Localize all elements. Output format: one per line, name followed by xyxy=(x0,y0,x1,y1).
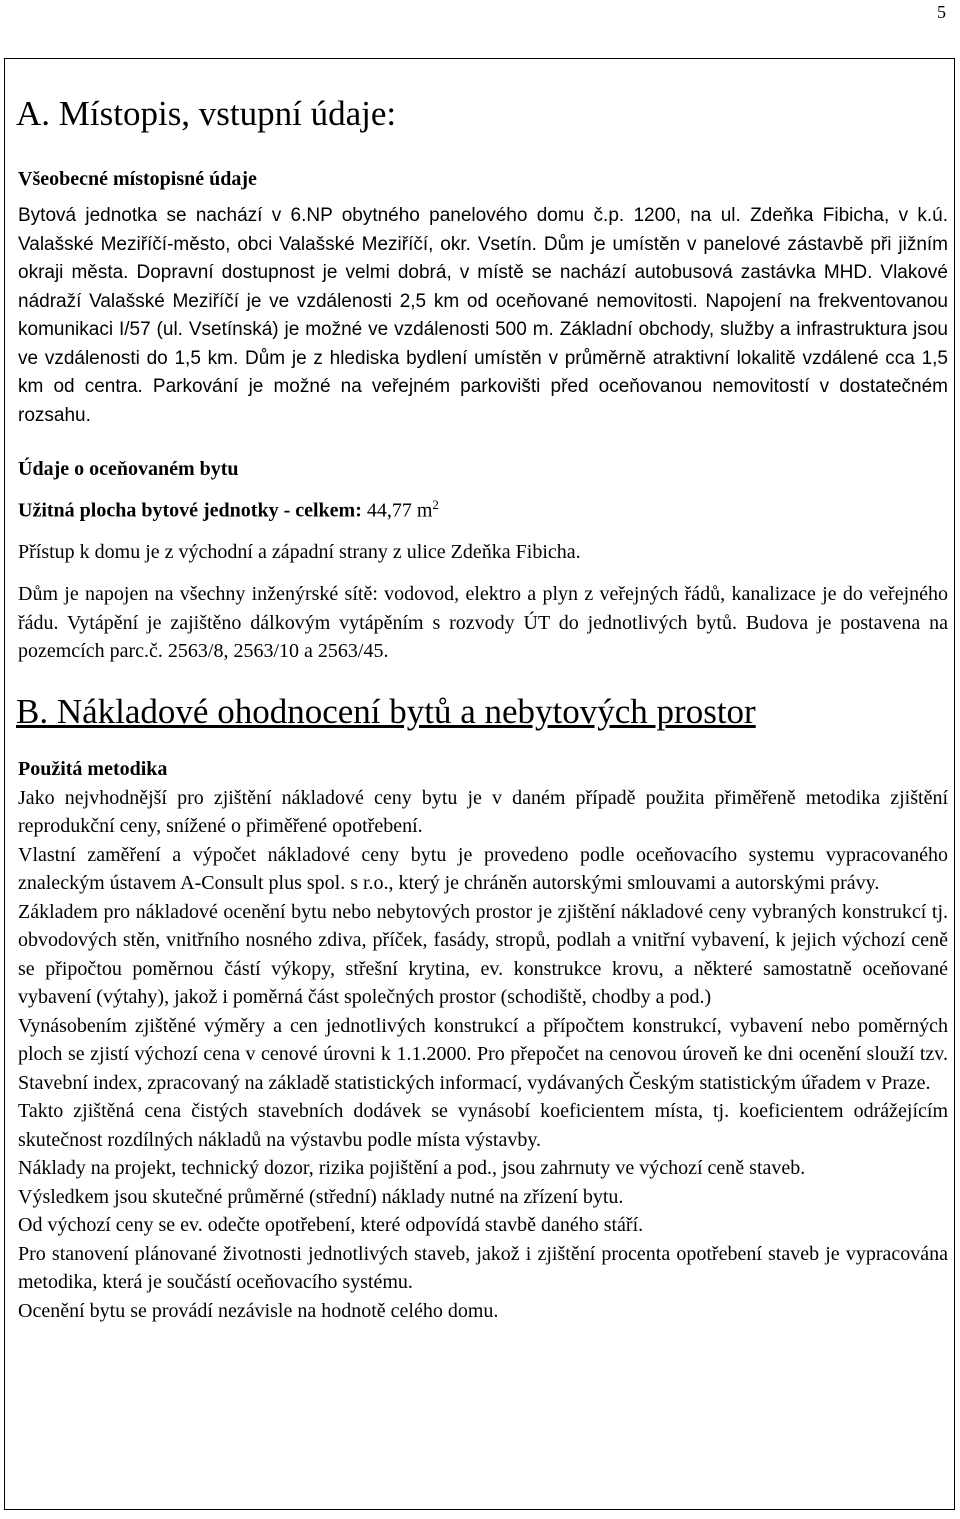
general-location-text: Bytová jednotka se nachází v 6.NP obytného panelového domu č.p. 1200, na ul. Zdeňka Fibicha, v k.ú. Valašské Meziříčí-město, obci Valašské Meziříčí, okr. Vsetín. Dům je umístěn v panelové zástavbě při jižním okraji města. Dopravní dostupnost je velmi dobrá, v místě se nachází autobusová zastávka MHD. Vlakové nádraží Valašské Meziříčí je ve vzdálenosti 2,5 km od oceňované nemovitosti. Napojení na frekventovanou komunikaci I/57 (ul. Vsetínská) je možné ve vzdálenosti 500 m. Základní obchody, služby a infrastruktura jsou ve vzdálenosti do 1,5 km. Dům je z hlediska bydlení umístěn v průměrně atraktivní lokalitě vzdálené cca 1,5 km od centra. Parkování je možné na veřejném parkovišti před oceňovanou nemovitostí v dostatečném rozsahu. xyxy=(18,205,948,426)
document-content xyxy=(18,92,948,1325)
method-paragraph: Vlastní zaměření a výpočet nákladové ceny bytu je provedeno podle oceňovacího systemu vypracovaného znaleckým ústavem A-Consult plus spol. s r.o., který je chráněn autorskými smlouvami a autorskými právy. xyxy=(18,843,948,895)
usable-area-line xyxy=(18,490,948,526)
method-paragraph: Takto zjištěná cena čistých stavebních dodávek se vynásobí koeficientem místa, tj. koeficientem odrážejícím skutečnost rozdílných nákladů na výstavbu podle místa výstavby. xyxy=(18,1100,948,1151)
method-paragraph: Ocenění bytu se provádí nezávisle na hodnotě celého domu. xyxy=(18,1299,499,1322)
method-paragraph: Od výchozí ceny se ev. odečte opotřebení, které odpovídá stavbě daného stáří. xyxy=(18,1214,644,1237)
method-paragraph: Výsledkem jsou skutečné průměrné (střední) náklady nutné na zřízení bytu. xyxy=(18,1185,624,1208)
method-heading: Použitá metodika xyxy=(18,757,168,780)
method-paragraph: Pro stanovení plánované životnosti jednotlivých staveb, jakož i zjištění procenta opotřebení staveb je vypracována metodika, která je součástí oceňovacího systému. xyxy=(18,1242,948,1294)
section-a-title: A. Místopis, vstupní údaje: xyxy=(16,94,397,133)
utilities-text: Dům je napojen na všechny inženýrské sítě: vodovod, elektro a plyn z veřejných řádů, kanalizace je do veřejného řádu. Vytápění je zajištěno dálkovým vytápěním s rozvody ÚT do jednotlivých bytů. Budova je postavena na pozemcích parc.č. 2563/8, 2563/10 a 2563/45. xyxy=(18,583,948,663)
method-paragraph: Vynásobením zjištěné výměry a cen jednotlivých konstrukcí a přípočtem konstrukcí, vybavení nebo poměrných ploch se zjistí výchozí cena v cenové úrovni k 1.1.2000. Pro přepočet na cenovou úroveň ke dni ocenění slouží tzv. Stavební index, zpracovaný na základě statistických informací, vydávaných Českým statistickým úřadem v Praze. xyxy=(18,1014,948,1094)
unit-data-heading: Údaje o oceňovaném bytu xyxy=(18,458,239,480)
section-b-title: B. Nákladové ohodnocení bytů a nebytových prostor xyxy=(16,691,756,731)
usable-area-unit: m xyxy=(416,499,433,522)
access-text: Přístup k domu je z východní a západní strany z ulice Zdeňka Fibicha. xyxy=(18,540,581,563)
method-paragraph: Náklady na projekt, technický dozor, rizika pojištění a pod., jsou zahrnuty ve výchozí ceně staveb. xyxy=(18,1157,806,1180)
page-number: 5 xyxy=(937,2,946,22)
general-location-heading: Všeobecné místopisné údaje xyxy=(18,168,257,190)
usable-area-exponent: 2 xyxy=(432,497,439,512)
usable-area-value: 44,77 xyxy=(366,499,412,522)
usable-area-label: Užitná plocha bytové jednotky - celkem: xyxy=(18,499,362,522)
method-paragraph: Základem pro nákladové ocenění bytu nebo nebytových prostor je zjištění nákladové ceny vybraných konstrukcí tj. obvodových stěn, vnitřního nosného zdiva, příček, fasády, stropů, podlah a vnitřní vybavení, k jejich výchozí ceně se připočtou poměrnou částí výkopy, střešní krytina, ev. konstrukce krovu, a některé samostatně oceňované vybavení (výtahy), jakož i poměrná část společných prostor (schodiště, chodby a pod.) xyxy=(18,900,948,1009)
method-paragraph: Jako nejvhodnější pro zjištění nákladové ceny bytu je v daném případě použita přiměřeně metodika zjištění reprodukční ceny, snížené o přiměřené opotřebení. xyxy=(18,786,948,838)
